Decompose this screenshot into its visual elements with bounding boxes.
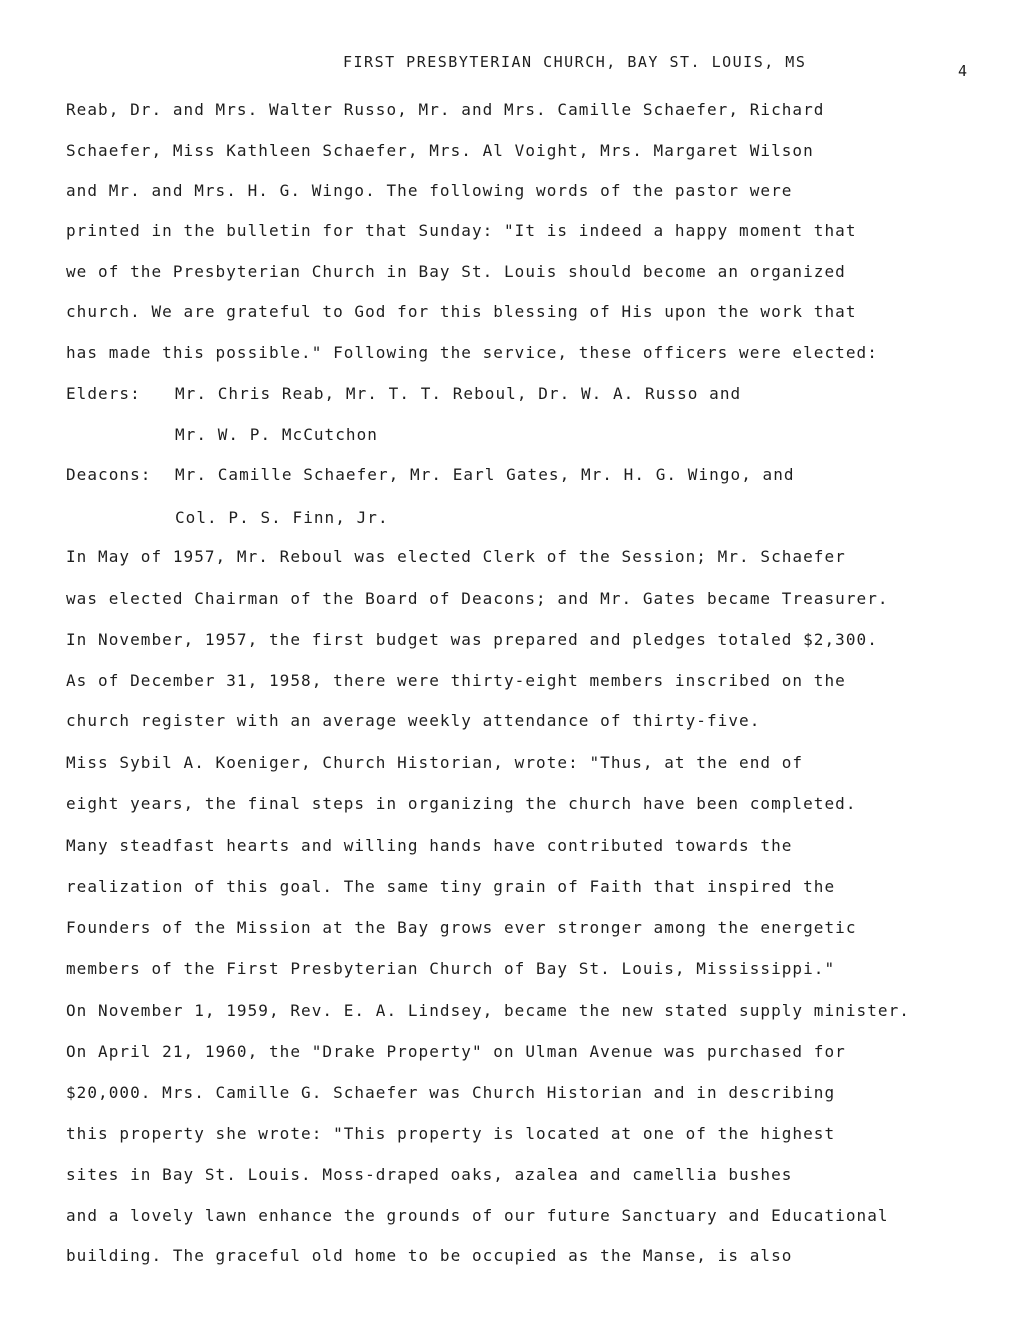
text-line: church register with an average weekly attendance of thirty-five.	[66, 711, 761, 730]
text-line: As of December 31, 1958, there were thirty-eight members inscribed on the	[66, 671, 846, 690]
text-line: Miss Sybil A. Koeniger, Church Historian, wrote: "Thus, at the end of	[66, 753, 804, 772]
text-line: On April 21, 1960, the "Drake Property" on Ulman Avenue was purchased for	[66, 1042, 846, 1061]
text-line: In May of 1957, Mr. Reboul was elected Clerk of the Session; Mr. Schaefer	[66, 547, 846, 566]
text-line: eight years, the final steps in organizing the church have been completed.	[66, 794, 857, 813]
text-line: and a lovely lawn enhance the grounds of our future Sanctuary and Educational	[66, 1206, 889, 1225]
text-line: In November, 1957, the first budget was prepared and pledges totaled $2,300.	[66, 630, 878, 649]
text-line: we of the Presbyterian Church in Bay St. Louis should become an organized	[66, 262, 846, 281]
text-line: Schaefer, Miss Kathleen Schaefer, Mrs. Al Voight, Mrs. Margaret Wilson	[66, 141, 814, 160]
elders-label: Elders:	[66, 384, 141, 403]
text-line: this property she wrote: "This property is located at one of the highest	[66, 1124, 836, 1143]
text-line: Reab, Dr. and Mrs. Walter Russo, Mr. and Mrs. Camille Schaefer, Richard	[66, 100, 825, 119]
deacons-names-continued: Col. P. S. Finn, Jr.	[175, 508, 389, 527]
deacons-names: Mr. Camille Schaefer, Mr. Earl Gates, Mr. H. G. Wingo, and	[175, 465, 795, 484]
elders-line	[66, 384, 741, 403]
text-line: and Mr. and Mrs. H. G. Wingo. The following words of the pastor were	[66, 181, 793, 200]
text-line: has made this possible." Following the service, these officers were elected:	[66, 343, 878, 362]
page-header: FIRST PRESBYTERIAN CHURCH, BAY ST. LOUIS, MS	[343, 53, 807, 71]
text-line: sites in Bay St. Louis. Moss-draped oaks, azalea and camellia bushes	[66, 1165, 793, 1184]
deacons-label: Deacons:	[66, 465, 152, 484]
text-line: realization of this goal. The same tiny grain of Faith that inspired the	[66, 877, 836, 896]
text-line: $20,000. Mrs. Camille G. Schaefer was Church Historian and in describing	[66, 1083, 836, 1102]
elders-names-continued: Mr. W. P. McCutchon	[175, 425, 378, 444]
text-line: was elected Chairman of the Board of Deacons; and Mr. Gates became Treasurer.	[66, 589, 889, 608]
text-line: Founders of the Mission at the Bay grows ever stronger among the energetic	[66, 918, 857, 937]
text-line: On November 1, 1959, Rev. E. A. Lindsey, became the new stated supply minister.	[66, 1001, 910, 1020]
deacons-line	[66, 465, 795, 484]
text-line: Many steadfast hearts and willing hands have contributed towards the	[66, 836, 793, 855]
text-line: printed in the bulletin for that Sunday: "It is indeed a happy moment that	[66, 221, 857, 240]
elders-names: Mr. Chris Reab, Mr. T. T. Reboul, Dr. W. A. Russo and	[175, 384, 742, 403]
page-number: 4	[958, 62, 968, 80]
text-line: building. The graceful old home to be occupied as the Manse, is also	[66, 1246, 793, 1265]
text-line: members of the First Presbyterian Church of Bay St. Louis, Mississippi."	[66, 959, 836, 978]
text-line: church. We are grateful to God for this blessing of His upon the work that	[66, 302, 857, 321]
